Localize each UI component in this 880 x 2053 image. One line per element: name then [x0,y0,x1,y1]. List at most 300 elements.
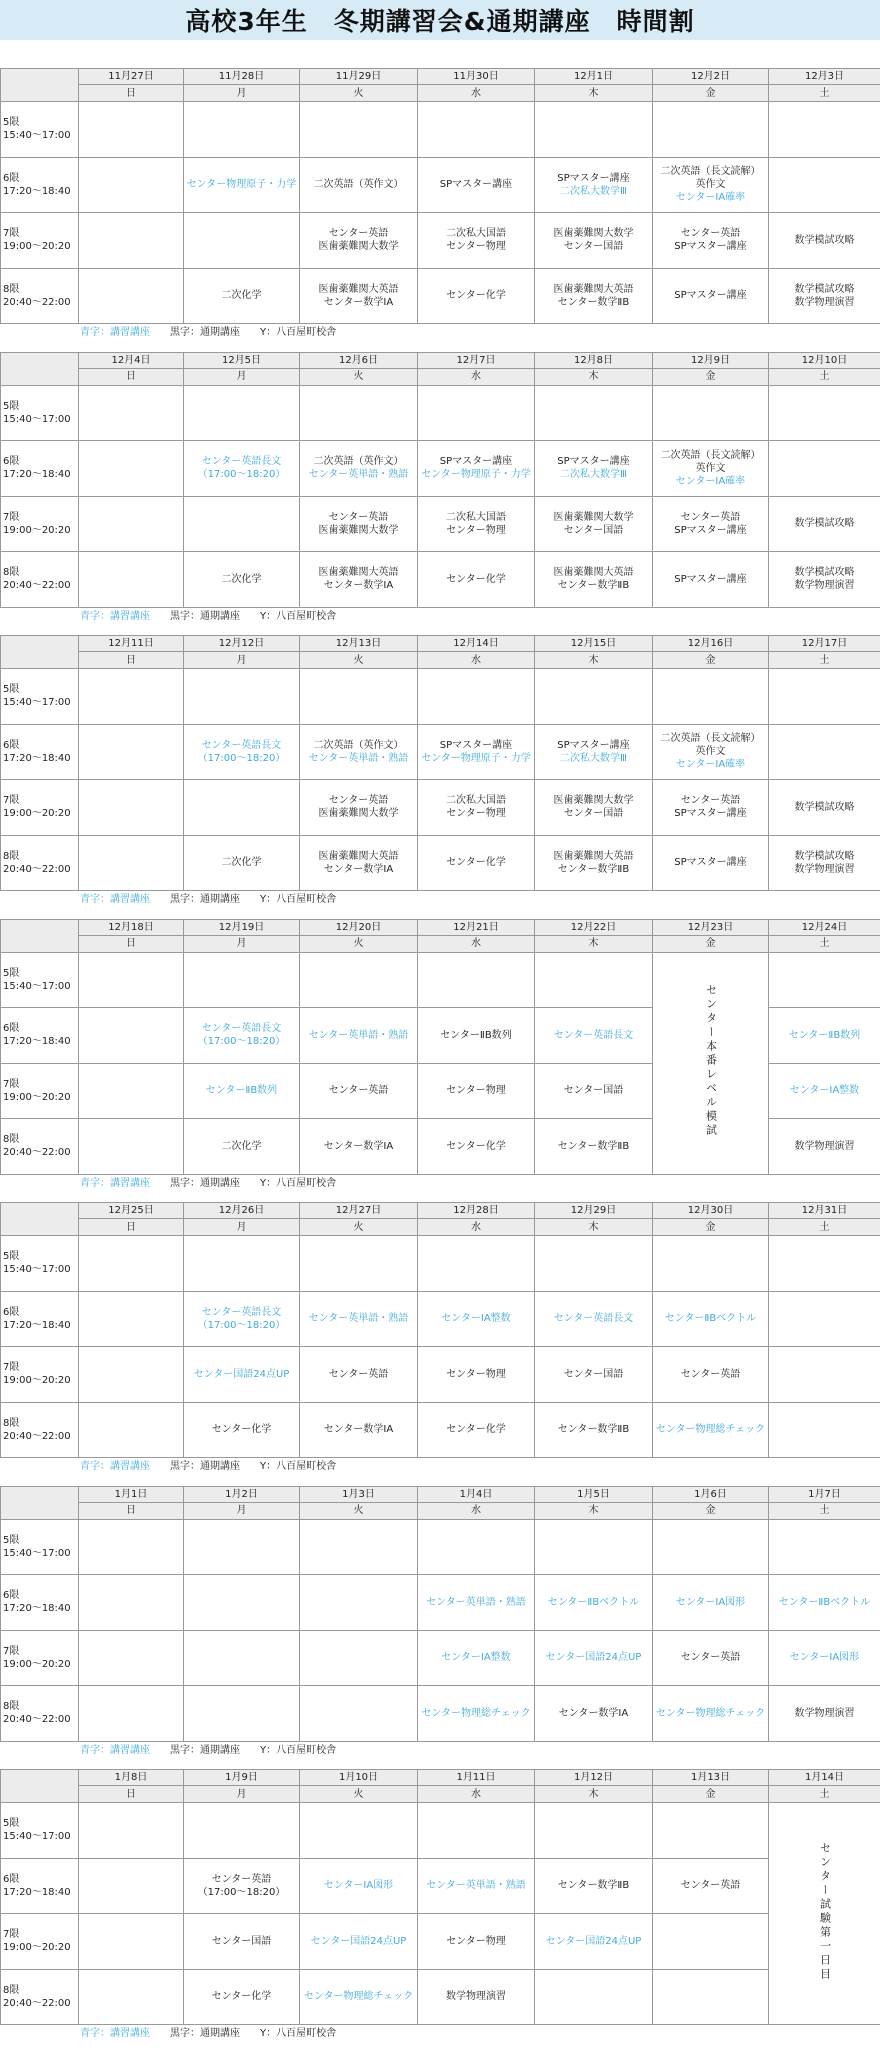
class-cell [300,1969,418,2025]
class-cell [300,669,418,725]
class-cell [418,1119,535,1175]
regular-course-text: センター国語 [535,807,652,820]
date-header: 11月30日 [418,69,535,85]
seasonal-course-text: 二次私大数学Ⅲ [535,468,652,481]
class-cell [184,669,300,725]
class-cell [653,1969,769,2025]
class-cell [535,1914,653,1970]
class-cell [418,780,535,836]
legend-blue-text: 青字：講習講座 [80,611,150,622]
weekday-header: 金 [653,85,769,102]
period-label [1,213,79,269]
legend-blue-text: 青字：講習講座 [80,1461,150,1472]
date-header: 12月21日 [418,919,535,935]
date-row [1,636,880,652]
class-cell [769,835,880,891]
legend-black-text: 黒字：通期講座 [170,611,240,622]
week-table [0,1486,880,1742]
class-cell [535,1519,653,1575]
class-cell [418,1858,535,1914]
period-row [1,724,880,780]
class-cell [653,669,769,725]
class-cell [535,1686,653,1742]
class-cell [79,952,184,1008]
period-label [1,669,79,725]
date-header: 1月9日 [184,1770,300,1786]
period-time: 19:00～20:20 [3,1658,78,1671]
regular-course-text: 二次化学 [184,573,299,586]
regular-course-text: センター数学ⅠA [300,863,417,876]
class-cell [184,835,300,891]
regular-course-text: SPマスター講座 [535,455,652,468]
weekday-header: 水 [418,1502,535,1519]
class-cell [653,835,769,891]
class-cell [300,1402,418,1458]
legend-black-text: 黒字：通期講座 [170,1461,240,1472]
period-row [1,1519,880,1575]
weekday-header: 月 [184,935,300,952]
legend [0,891,880,908]
class-cell [300,1686,418,1742]
date-header: 1月6日 [653,1486,769,1502]
regular-course-text: センター英語 [653,227,768,240]
class-cell [79,268,184,324]
class-cell [300,1236,418,1292]
seasonal-course-text: センター物理総チェック [418,1707,534,1720]
weekday-header: 金 [653,652,769,669]
date-header: 12月23日 [653,919,769,935]
regular-course-text: 数学模試攻略 [769,517,880,530]
class-cell [535,724,653,780]
vertical-event-text: センター本番レベル模試 [705,984,717,1138]
regular-course-text: 二次英語（長文読解） [653,732,768,745]
date-header: 12月30日 [653,1203,769,1219]
weekday-header: 土 [769,85,880,102]
class-cell [184,780,300,836]
period-number: 5限 [3,967,78,980]
weekday-header: 月 [184,652,300,669]
regular-course-text: （17:00～18:20） [184,1886,299,1899]
class-cell [535,213,653,269]
regular-course-text: 英作文 [653,462,768,475]
period-row [1,1914,880,1970]
regular-course-text: 医歯薬難関大数学 [300,807,417,820]
seasonal-course-text: センター物理総チェック [300,1990,417,2003]
class-cell [184,1803,300,1859]
period-row [1,1630,880,1686]
date-header: 12月24日 [769,919,880,935]
period-time: 19:00～20:20 [3,524,78,537]
class-cell [653,1914,769,1970]
weekday-header: 木 [535,652,653,669]
seasonal-course-text: センター英単語・熟語 [300,1029,417,1042]
merged-event-cell [653,952,769,1174]
regular-course-text: 医歯薬難関大数学 [535,794,652,807]
regular-course-text: 医歯薬難関大数学 [535,227,652,240]
period-number: 5限 [3,400,78,413]
class-cell [418,441,535,497]
weekday-header: 金 [653,1219,769,1236]
class-cell [79,213,184,269]
week-block [0,635,880,919]
class-cell [184,552,300,608]
regular-course-text: 英作文 [653,745,768,758]
class-cell [769,1347,880,1403]
regular-course-text: 数学模試攻略 [769,801,880,814]
week-table [0,1202,880,1458]
weekday-header: 月 [184,1786,300,1803]
regular-course-text: SPマスター講座 [418,739,534,752]
date-header: 12月16日 [653,636,769,652]
class-cell [300,268,418,324]
regular-course-text: センター数学ⅠA [300,1423,417,1436]
regular-course-text: SPマスター講座 [653,807,768,820]
weekday-header: 土 [769,652,880,669]
weekday-header: 火 [300,85,418,102]
period-time: 15:40～17:00 [3,413,78,426]
class-cell [653,1575,769,1631]
class-cell [653,441,769,497]
class-cell [300,1575,418,1631]
period-number: 7限 [3,1361,78,1374]
weekday-header: 火 [300,935,418,952]
date-header: 12月17日 [769,636,880,652]
class-cell [653,213,769,269]
period-number: 8限 [3,1700,78,1713]
legend-blue-text: 青字：講習講座 [80,327,150,338]
class-cell [300,385,418,441]
regular-course-text: センター英語 [653,1651,768,1664]
period-row [1,268,880,324]
period-label [1,1686,79,1742]
regular-course-text: センター数学ⅡB [535,579,652,592]
period-row [1,952,880,1008]
legend-campus-text: Y：八百屋町校舎 [260,611,336,622]
period-label [1,552,79,608]
class-cell [653,780,769,836]
class-cell [769,441,880,497]
seasonal-course-text: センター英語長文 [184,1306,299,1319]
class-cell [79,1686,184,1742]
period-number: 5限 [3,1250,78,1263]
seasonal-course-text: センター物理原子・力学 [418,752,534,765]
regular-course-text: 医歯薬難関大数学 [535,511,652,524]
legend-blue-text: 青字：講習講座 [80,2028,150,2039]
date-row [1,919,880,935]
class-cell [653,724,769,780]
week-block [0,1486,880,1770]
weekday-header: 火 [300,1502,418,1519]
seasonal-course-text: センター国語24点UP [535,1651,652,1664]
regular-course-text: 二次英語（英作文） [300,739,417,752]
class-cell [418,1575,535,1631]
seasonal-course-text: センター英語長文 [535,1029,652,1042]
period-number: 7限 [3,1645,78,1658]
seasonal-course-text: （17:00～18:20） [184,468,299,481]
regular-course-text: 数学物理演習 [769,296,880,309]
regular-course-text: SPマスター講座 [653,573,768,586]
weekday-header: 月 [184,85,300,102]
class-cell [535,1063,653,1119]
class-cell [79,1914,184,1970]
weekday-row [1,1786,880,1803]
week-table [0,352,880,608]
weekday-header: 水 [418,85,535,102]
seasonal-course-text: センターⅠA確率 [653,191,768,204]
class-cell [79,724,184,780]
regular-course-text: センター数学ⅡB [535,1140,652,1153]
date-header: 12月1日 [535,69,653,85]
class-cell [769,385,880,441]
weekday-header: 日 [79,1502,184,1519]
merged-event-cell [769,1803,880,2025]
regular-course-text: センター英語 [184,1873,299,1886]
period-label [1,496,79,552]
class-cell [184,1119,300,1175]
class-cell [184,1347,300,1403]
period-label [1,1402,79,1458]
weekday-header: 土 [769,935,880,952]
seasonal-course-text: センター物理原子・力学 [184,178,299,191]
class-cell [300,1347,418,1403]
class-cell [418,157,535,213]
class-cell [653,102,769,158]
class-cell [418,385,535,441]
class-cell [418,1008,535,1064]
weekday-header: 日 [79,368,184,385]
seasonal-course-text: センター英語長文 [184,1022,299,1035]
class-cell [418,268,535,324]
class-cell [300,1063,418,1119]
regular-course-text: センター物理 [418,240,534,253]
regular-course-text: SPマスター講座 [653,240,768,253]
corner-cell [1,1486,79,1519]
class-cell [184,1575,300,1631]
regular-course-text: 二次化学 [184,1140,299,1153]
period-number: 8限 [3,283,78,296]
period-time: 15:40～17:00 [3,1547,78,1560]
period-time: 15:40～17:00 [3,696,78,709]
regular-course-text: 数学物理演習 [769,1140,880,1153]
class-cell [300,157,418,213]
class-cell [653,268,769,324]
class-cell [300,835,418,891]
class-cell [769,213,880,269]
period-number: 7限 [3,511,78,524]
class-cell [79,157,184,213]
week-block [0,1202,880,1486]
period-number: 5限 [3,1817,78,1830]
class-cell [418,1063,535,1119]
date-header: 1月7日 [769,1486,880,1502]
period-row [1,1803,880,1859]
class-cell [184,157,300,213]
seasonal-course-text: センター国語24点UP [300,1935,417,1948]
period-number: 7限 [3,227,78,240]
period-time: 20:40～22:00 [3,863,78,876]
regular-course-text: センター英語 [653,1368,768,1381]
date-header: 12月31日 [769,1203,880,1219]
class-cell [418,1236,535,1292]
class-cell [79,102,184,158]
date-header: 12月14日 [418,636,535,652]
class-cell [769,724,880,780]
class-cell [184,724,300,780]
weekday-header: 水 [418,1786,535,1803]
date-header: 12月3日 [769,69,880,85]
class-cell [535,441,653,497]
period-time: 17:20～18:40 [3,468,78,481]
class-cell [418,952,535,1008]
class-cell [300,213,418,269]
class-cell [418,1519,535,1575]
date-header: 12月15日 [535,636,653,652]
date-header: 1月5日 [535,1486,653,1502]
legend-black-text: 黒字：通期講座 [170,894,240,905]
regular-course-text: センター英語 [653,794,768,807]
period-label [1,1008,79,1064]
weekday-header: 日 [79,652,184,669]
class-cell [418,835,535,891]
date-header: 12月25日 [79,1203,184,1219]
period-time: 20:40～22:00 [3,579,78,592]
class-cell [184,1858,300,1914]
regular-course-text: 数学物理演習 [418,1990,534,2003]
weekday-header: 金 [653,1502,769,1519]
period-row [1,552,880,608]
weekday-row [1,935,880,952]
period-time: 20:40～22:00 [3,296,78,309]
regular-course-text: 数学模試攻略 [769,283,880,296]
weekday-header: 木 [535,935,653,952]
class-cell [300,552,418,608]
legend-campus-text: Y：八百屋町校舎 [260,1461,336,1472]
class-cell [653,1858,769,1914]
period-time: 20:40～22:00 [3,1713,78,1726]
regular-course-text: センター国語 [535,524,652,537]
period-row [1,385,880,441]
class-cell [769,669,880,725]
period-time: 15:40～17:00 [3,1830,78,1843]
period-time: 19:00～20:20 [3,1941,78,1954]
legend [0,2025,880,2042]
class-cell [184,441,300,497]
regular-course-text: 数学模試攻略 [769,234,880,247]
period-row [1,1291,880,1347]
class-cell [300,496,418,552]
regular-course-text: SPマスター講座 [653,524,768,537]
date-header: 12月12日 [184,636,300,652]
page-title: 高校3年生 冬期講習会&通期講座 時間割 [185,2,694,38]
period-label [1,157,79,213]
regular-course-text: 二次英語（英作文） [300,455,417,468]
class-cell [79,1119,184,1175]
date-header: 12月28日 [418,1203,535,1219]
weekday-header: 日 [79,1786,184,1803]
period-time: 15:40～17:00 [3,980,78,993]
class-cell [418,669,535,725]
class-cell [184,1686,300,1742]
class-cell [79,1969,184,2025]
legend-blue-text: 青字：講習講座 [80,1745,150,1756]
legend [0,608,880,625]
class-cell [769,157,880,213]
regular-course-text: センター物理 [418,524,534,537]
regular-course-text: センター数学ⅡB [535,296,652,309]
regular-course-text: SPマスター講座 [653,289,768,302]
week-block [0,919,880,1203]
class-cell [535,1630,653,1686]
week-table [0,635,880,891]
class-cell [769,780,880,836]
class-cell [535,780,653,836]
regular-course-text: センター数学ⅠA [535,1707,652,1720]
period-label [1,1291,79,1347]
period-row [1,157,880,213]
regular-course-text: センター英語 [300,1368,417,1381]
regular-course-text: センター国語 [184,1935,299,1948]
legend-campus-text: Y：八百屋町校舎 [260,2028,336,2039]
class-cell [535,1803,653,1859]
seasonal-course-text: （17:00～18:20） [184,1035,299,1048]
class-cell [535,385,653,441]
period-label [1,835,79,891]
period-time: 15:40～17:00 [3,1263,78,1276]
regular-course-text: センター化学 [418,289,534,302]
date-header: 12月6日 [300,352,418,368]
week-table [0,68,880,324]
seasonal-course-text: センターⅡBベクトル [653,1312,768,1325]
period-time: 17:20～18:40 [3,1886,78,1899]
class-cell [535,1858,653,1914]
period-row [1,1686,880,1742]
regular-course-text: センター化学 [418,1140,534,1153]
seasonal-course-text: センターⅡBベクトル [535,1596,652,1609]
seasonal-course-text: センター国語24点UP [535,1935,652,1948]
regular-course-text: 医歯薬難関大数学 [300,524,417,537]
class-cell [418,102,535,158]
date-header: 12月4日 [79,352,184,368]
period-row [1,213,880,269]
regular-course-text: センター英語 [300,227,417,240]
class-cell [300,441,418,497]
weekday-header: 土 [769,1786,880,1803]
period-row [1,1236,880,1292]
regular-course-text: センター国語 [535,240,652,253]
legend-blue-text: 青字：講習講座 [80,894,150,905]
class-cell [653,1402,769,1458]
regular-course-text: 数学物理演習 [769,863,880,876]
period-number: 5限 [3,116,78,129]
class-cell [418,1686,535,1742]
period-label [1,385,79,441]
class-cell [184,1630,300,1686]
seasonal-course-text: センターⅠA整数 [418,1651,534,1664]
class-cell [653,385,769,441]
weekday-header: 火 [300,1786,418,1803]
class-cell [79,1008,184,1064]
weekday-header: 木 [535,1502,653,1519]
class-cell [653,1803,769,1859]
date-header: 12月9日 [653,352,769,368]
class-cell [300,724,418,780]
regular-course-text: センター化学 [418,1423,534,1436]
date-header: 11月29日 [300,69,418,85]
period-label [1,724,79,780]
period-label [1,102,79,158]
legend-black-text: 黒字：通期講座 [170,327,240,338]
period-time: 20:40～22:00 [3,1146,78,1159]
